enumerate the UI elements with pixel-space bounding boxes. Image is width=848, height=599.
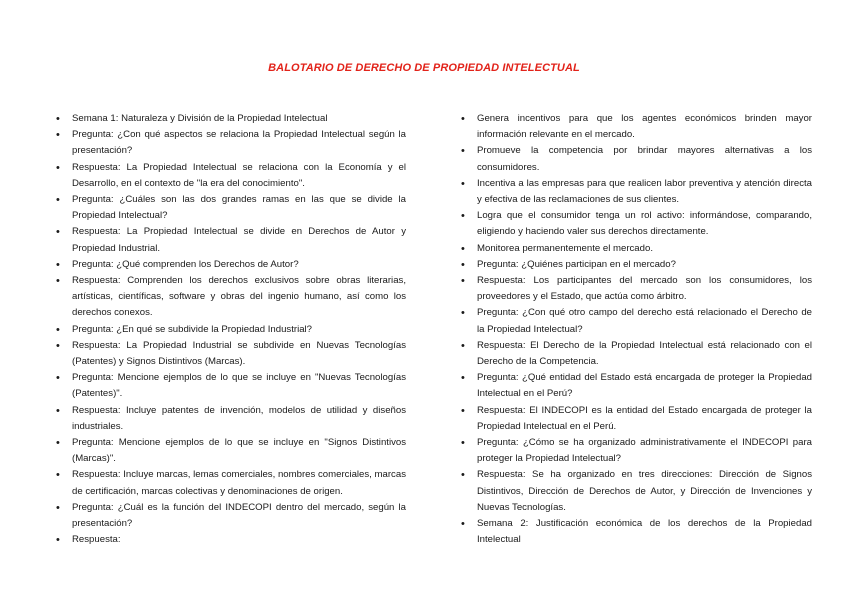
list-item: • Pregunta: ¿Quiénes participan en el mercado? [461,257,812,273]
left-column-list [56,111,406,548]
list-item: • Pregunta: ¿Qué entidad del Estado está encargada de proteger la Propiedad Intelectual en el Perú? [461,370,812,402]
list-item: • Semana 2: Justificación económica de los derechos de la Propiedad Intelectual [461,516,812,548]
list-item: • Respuesta: La Propiedad Intelectual se divide en Derechos de Autor y Propiedad Industrial. [56,224,406,256]
document-title: BALOTARIO DE DERECHO DE PROPIEDAD INTELECTUAL [268,62,580,74]
list-item: • Pregunta: ¿Con qué otro campo del derecho está relacionado el Derecho de la Propiedad Intelectual? [461,305,812,337]
right-column-list [461,111,812,548]
list-item: • Respuesta: La Propiedad Industrial se subdivide en Nuevas Tecnologías (Patentes) y Signos Distintivos (Marcas). [56,338,406,370]
list-item: • Respuesta: Los participantes del mercado son los consumidores, los proveedores y el Estado, que actúa como árbitro. [461,273,812,305]
list-item: • Pregunta: ¿Con qué aspectos se relaciona la Propiedad Intelectual según la presentación? [56,127,406,159]
list-item: • Semana 1: Naturaleza y División de la Propiedad Intelectual [56,111,406,127]
list-item: • Respuesta: El Derecho de la Propiedad Intelectual está relacionado con el Derecho de la Competencia. [461,338,812,370]
list-item: • Respuesta: Incluye patentes de invención, modelos de utilidad y diseños industriales. [56,403,406,435]
list-item: • Respuesta: [56,532,406,548]
list-item: • Respuesta: Incluye marcas, lemas comerciales, nombres comerciales, marcas de certificación, marcas colectivas y denominaciones de origen. [56,467,406,499]
list-item: • Pregunta: Mencione ejemplos de lo que se incluye en "Signos Distintivos (Marcas)". [56,435,406,467]
list-item: • Respuesta: El INDECOPI es la entidad del Estado encargada de proteger la Propiedad Intelectual en el Perú. [461,403,812,435]
list-item: • Genera incentivos para que los agentes económicos brinden mayor información relevante en el mercado. [461,111,812,143]
list-item: • Pregunta: Mencione ejemplos de lo que se incluye en "Nuevas Tecnologías (Patentes)". [56,370,406,402]
list-item: • Pregunta: ¿Cómo se ha organizado administrativamente el INDECOPI para proteger la Propiedad Intelectual? [461,435,812,467]
list-item: • Pregunta: ¿En qué se subdivide la Propiedad Industrial? [56,322,406,338]
list-item: • Monitorea permanentemente el mercado. [461,241,812,257]
list-item: • Pregunta: ¿Cuáles son las dos grandes ramas en las que se divide la Propiedad Intelectual? [56,192,406,224]
list-item: • Respuesta: Se ha organizado en tres direcciones: Dirección de Signos Distintivos, Dirección de Derechos de Autor, y Dirección de Invenciones y Nuevas Tecnologías. [461,467,812,516]
list-item: • Pregunta: ¿Qué comprenden los Derechos de Autor? [56,257,406,273]
list-item: • Incentiva a las empresas para que realicen labor preventiva y atención directa y efectiva de las reclamaciones de sus clientes. [461,176,812,208]
list-item: • Respuesta: La Propiedad Intelectual se relaciona con la Economía y el Desarrollo, en el contexto de "la era del conocimiento". [56,160,406,192]
list-item: • Pregunta: ¿Cuál es la función del INDECOPI dentro del mercado, según la presentación? [56,500,406,532]
list-item: • Logra que el consumidor tenga un rol activo: informándose, comparando, eligiendo y haciendo valer sus derechos directamente. [461,208,812,240]
list-item: • Promueve la competencia por brindar mayores alternativas a los consumidores. [461,143,812,175]
list-item: • Respuesta: Comprenden los derechos exclusivos sobre obras literarias, artísticas, científicas, software y obras del ingenio humano, así como los derechos conexos. [56,273,406,322]
